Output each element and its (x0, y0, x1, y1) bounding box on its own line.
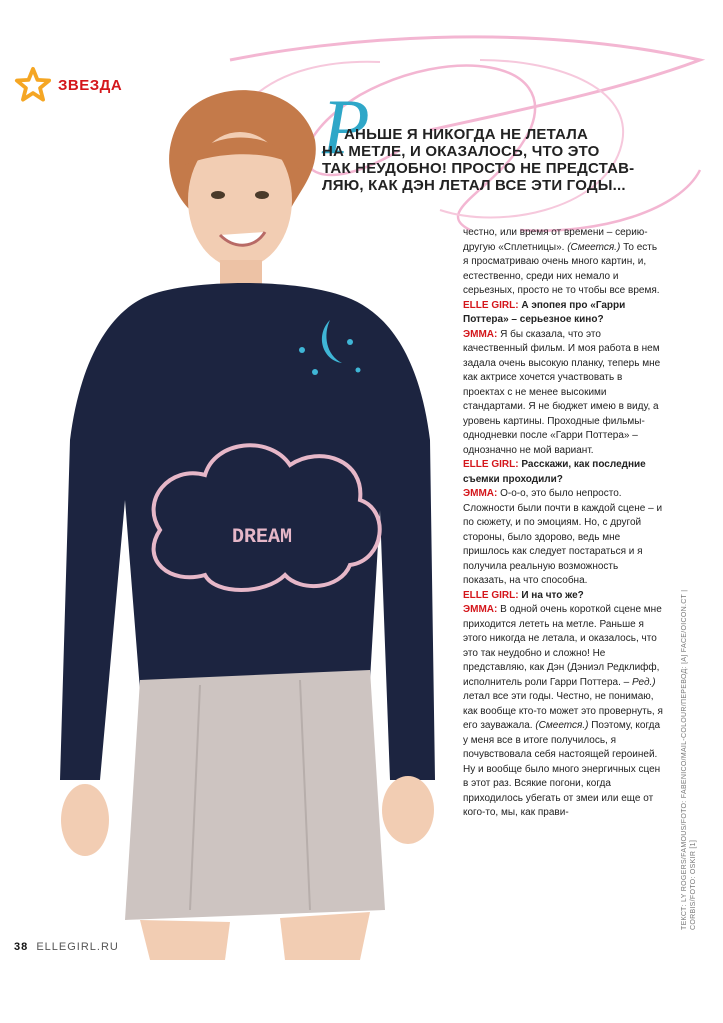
answer (463, 487, 663, 589)
answer-text: Поэтому, когда у меня все в итоге получилось, я почувствовала себя настоящей героиней. Ну и вообще было много энергичных сцен в этот раз. Всякие погони, когда приходилось убегать от змеи или еще от кого-то, мы, как прави- (463, 720, 661, 818)
question-label: ELLE GIRL: (463, 299, 519, 311)
remark: (Смеется.) (567, 241, 621, 253)
question (463, 458, 663, 487)
answer-text: Я бы сказала, что это качественный фильм. И моя работа в нем задала очень высокую планку, теперь мне как актрисе хочется участвовать в проектах с не менее высокими стандартами. Я не бюджет имею в виду, а уровень картины. Проходные фильмы-однодневки после «Гарри Поттера» – однозначно не мой вариант. (463, 328, 661, 456)
answer-text: летал все эти годы. Честно, не понимаю, как вообще кто-то может это провернуть, я его зауважала. (463, 691, 663, 731)
paragraph-text: честно, или время от времени – серию-другую «Сплетницы». (463, 227, 648, 253)
answer-label: ЭММА: (463, 604, 498, 615)
question (463, 299, 663, 328)
headline-line: НА МЕТЛЕ, И ОКАЗАЛОСЬ, ЧТО ЭТО (322, 143, 600, 160)
paragraph-text: То есть я просматриваю очень много картин, и, естественно, среди них немало и серьезных, просто не то чтобы все время. (463, 241, 660, 296)
remark: (Смеется.) (535, 720, 589, 731)
answer-text: О-о-о, это было непросто. Сложности были почти в каждой сцене – и по сюжету, и по эмоциям. Но, с другой стороны, было здорово, ведь мне пришлось как следует постараться и я получила реальную возможность показать, на что способна. (463, 488, 663, 586)
remark: Ред.) (631, 676, 656, 688)
question-text: А эпопея про «Гарри Поттера» – серьезное кино? (463, 299, 626, 325)
question-text: Расскажи, как последние съемки проходили? (463, 459, 646, 485)
answer (463, 328, 663, 459)
shirt-text: DREAM (231, 526, 293, 549)
article-body (463, 226, 663, 821)
headline-text (322, 126, 662, 194)
answer (463, 603, 663, 821)
headline-line: ТАК НЕУДОБНО! ПРОСТО НЕ ПРЕДСТАВ- (322, 160, 635, 177)
headline-dropcap: Р (322, 83, 370, 170)
photo-credits: ТЕКСТ: LY ROGERS/FAMOUS/FOTO: FABENICO/MAIL-COLOUR/ПЕРЕВОД: [A] FACE/OICON.CT | CORBIS/FOTO: OSKIR [1] (681, 589, 697, 930)
folio (14, 941, 119, 953)
answer-label: ЭММА: (463, 488, 498, 499)
site-name: ELLEGIRL.RU (36, 941, 119, 953)
headline-line: АНЬШЕ Я НИКОГДА НЕ ЛЕТАЛА (344, 126, 589, 143)
question-label: ELLE GIRL: (463, 589, 519, 601)
headline-line: ЛЯЮ, КАК ДЭН ЛЕТАЛ ВСЕ ЭТИ ГОДЫ... (322, 177, 626, 194)
answer-text: В одной очень короткой сцене мне приходится лететь на метле. Раньше я этого никогда не летала, и оказалось, что это так неудобно и сложно! Не представляю, как Дэн (Дэниэл Редклифф, исполнитель роли Гарри Поттера. – (463, 604, 662, 688)
page-number: 38 (14, 941, 29, 953)
question (463, 589, 663, 604)
question-label: ELLE GIRL: (463, 459, 519, 470)
section-title: ЗВЕЗДА (58, 76, 123, 94)
answer-label: ЭММА: (463, 328, 498, 340)
cover-photo (30, 80, 450, 960)
paragraph (463, 226, 663, 299)
question-text: И на что же? (521, 589, 584, 601)
